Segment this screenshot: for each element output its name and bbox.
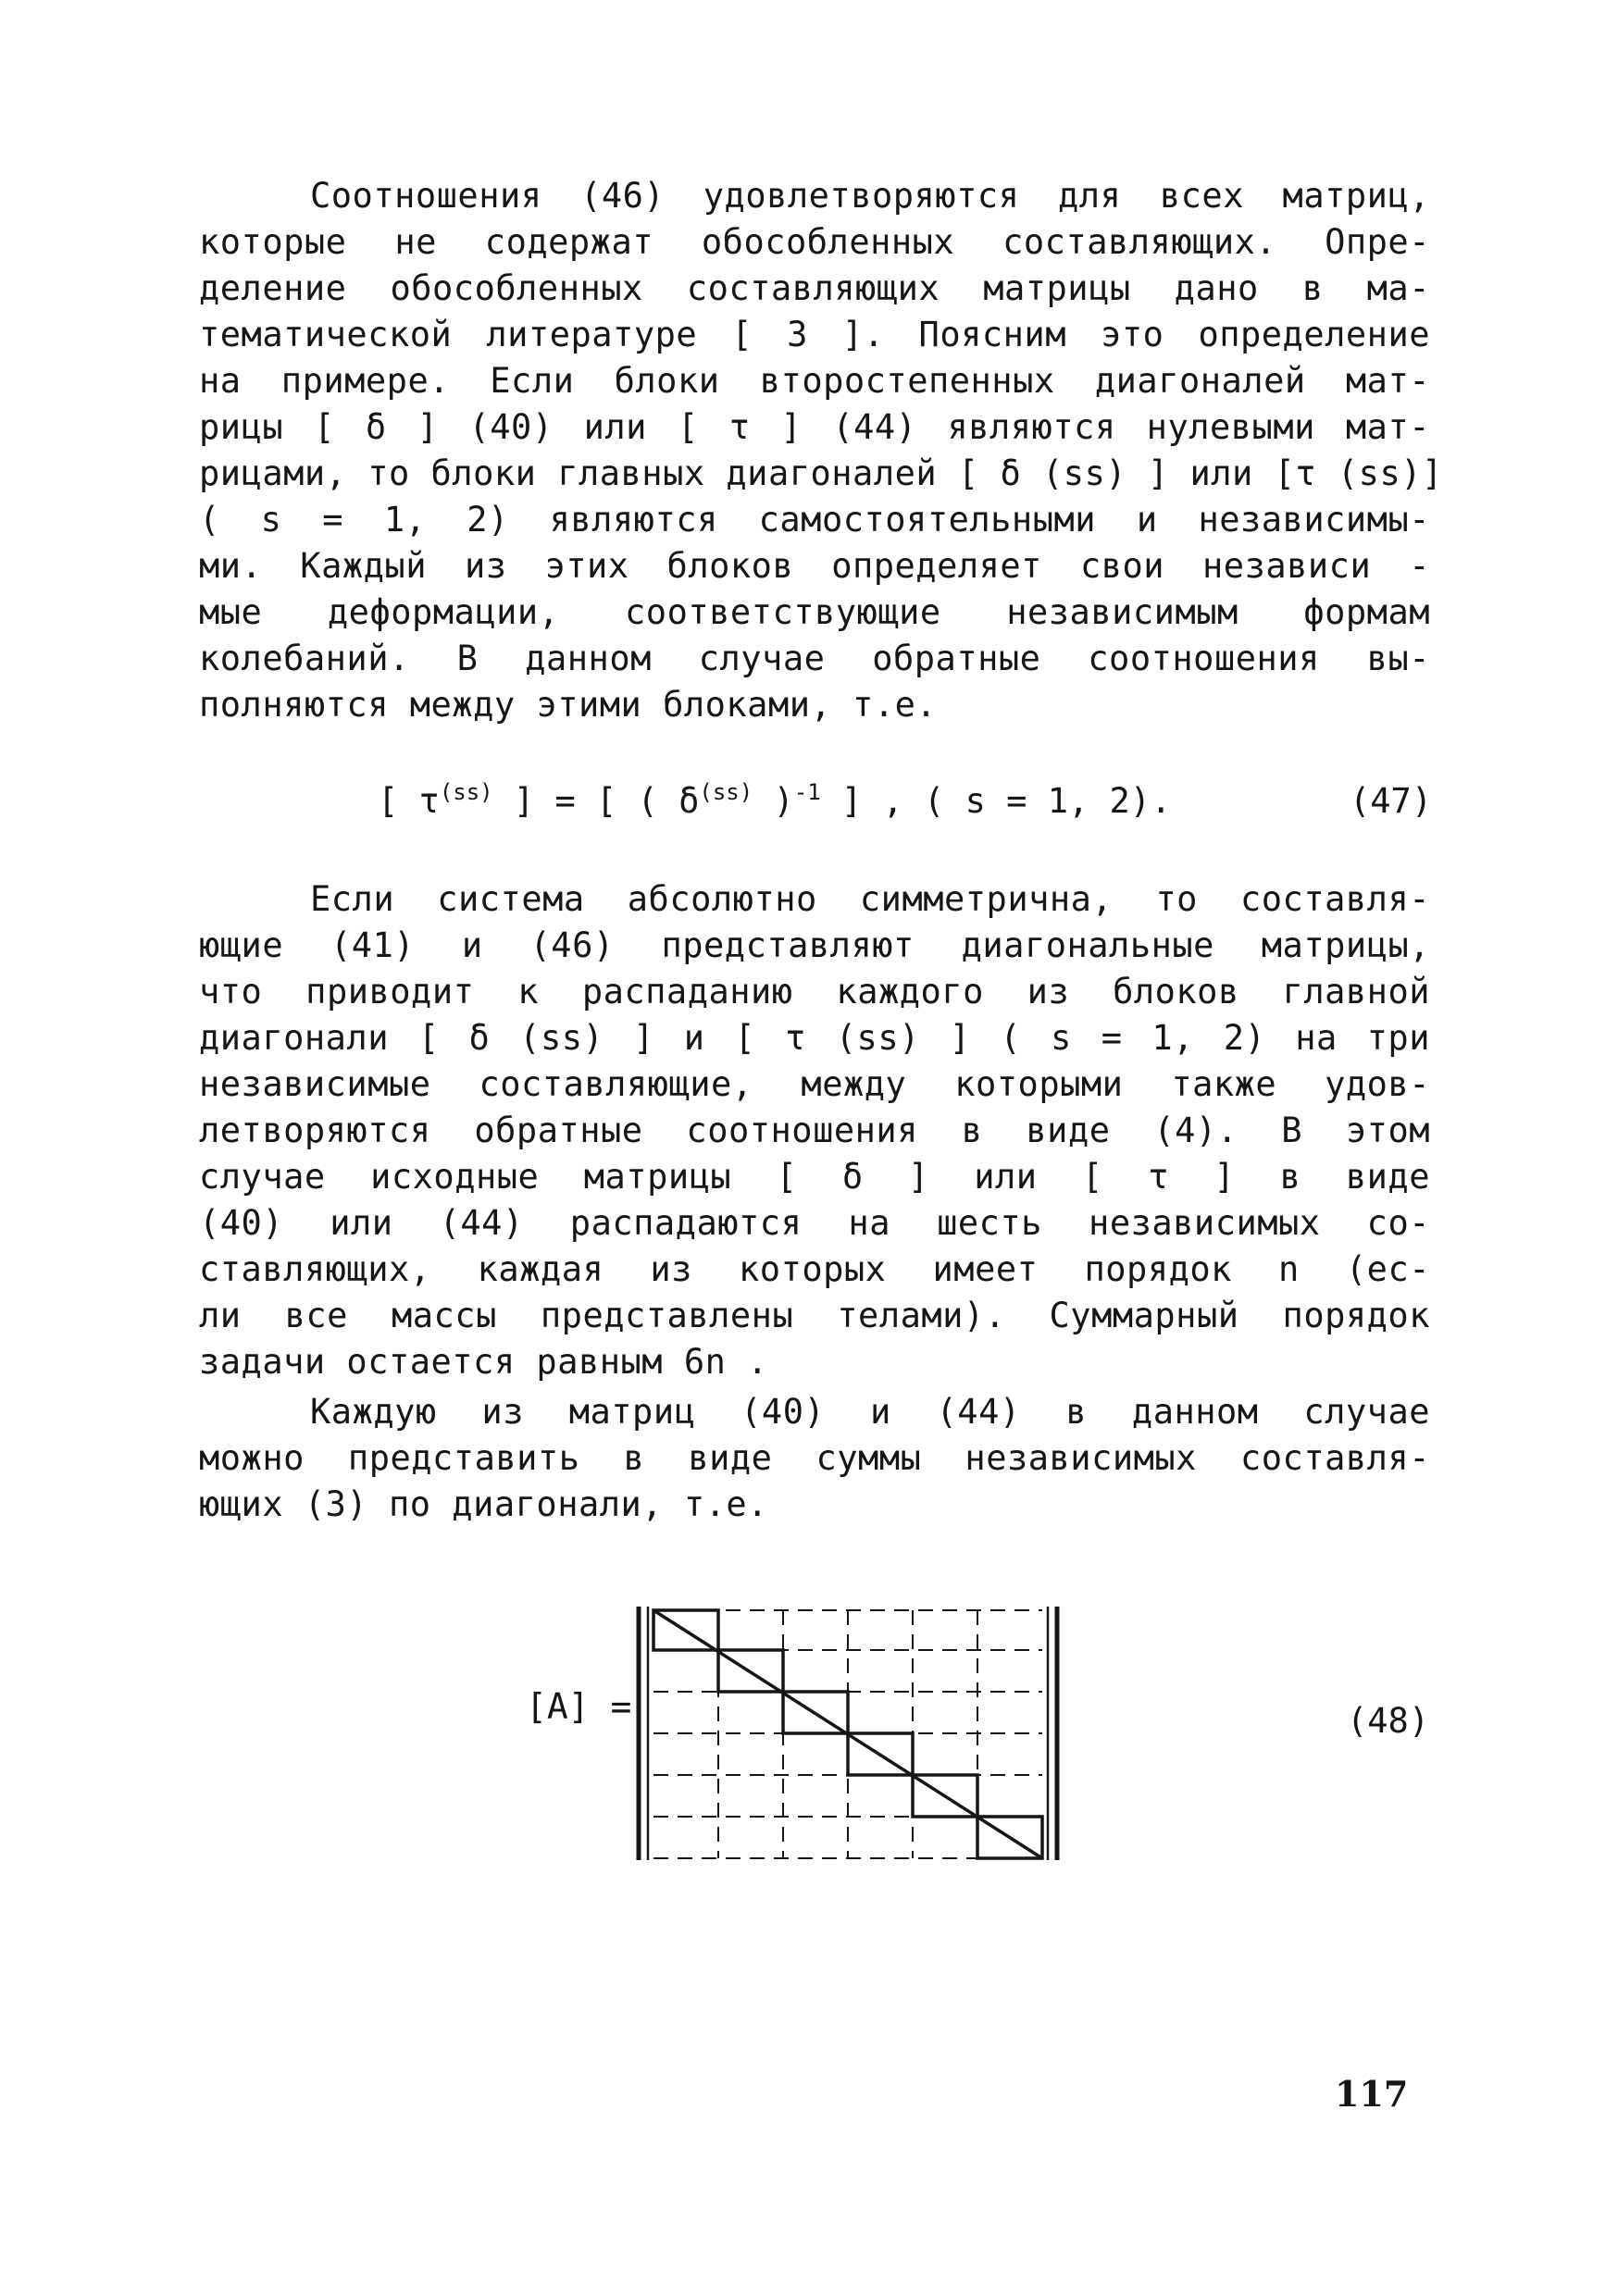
text-line: мые деформации, соответствующие независимым формам (199, 592, 1430, 632)
equation-47-middle-superscript: (ss) (699, 779, 753, 805)
text-line: Соотношения (46) удовлетворяются для всех матриц, (310, 176, 1430, 216)
text-line: ми. Каждый из этих блоков определяет свои независи - (199, 546, 1430, 586)
text-line: можно представить в виде суммы независимых составля- (199, 1438, 1430, 1478)
text-line: полняются между этими блоками, т.е. (199, 685, 938, 725)
text-line: случае исходные матрицы [ δ ] или [ τ ] в виде (199, 1157, 1430, 1197)
text-line: задачи остается равным 6n . (199, 1342, 768, 1382)
text-line: рицами, то блоки главных диагоналей [ δ (ss) ] или [τ (ss)] (199, 453, 1443, 493)
text-line: (40) или (44) распадаются на шесть независимых со- (199, 1203, 1430, 1243)
text-line: Если система абсолютно симметрична, то составля- (310, 879, 1430, 919)
equation-47 (378, 779, 1171, 824)
text-line: что приводит к распаданию каждого из блоков главной (199, 972, 1430, 1011)
text-line: ли все массы представлены телами). Суммарный порядок (199, 1296, 1430, 1335)
text-line: деление обособленных составляющих матрицы дано в ма- (199, 268, 1430, 308)
equation-47-close: ) (773, 781, 794, 821)
text-line: рицы [ δ ] (40) или [ τ ] (44) являются нулевыми мат- (199, 407, 1430, 447)
equation-48-number: (48) (1347, 1701, 1430, 1741)
text-line: Каждую из матриц (40) и (44) в данном случае (310, 1392, 1430, 1432)
text-line: тематической литературе [ 3 ]. Поясним это определение (199, 315, 1430, 354)
text-line: ющие (41) и (46) представляют диагональные матрицы, (199, 925, 1430, 965)
text-line: летворяются обратные соотношения в виде (4). В этом (199, 1111, 1430, 1150)
text-line: независимые составляющие, между которыми также удов- (199, 1064, 1430, 1104)
equation-47-number: (47) (1350, 781, 1433, 821)
equation-47-close-superscript: -1 (793, 779, 821, 805)
page-number: 117 (1335, 2073, 1409, 2115)
text-line: которые не содержат обособленных составляющих. Опре- (199, 222, 1430, 262)
equation-47-left: [ τ (378, 781, 440, 821)
equation-47-right: ] , ( s = 1, 2). (840, 781, 1172, 821)
text-line: на примере. Если блоки второстепенных диагоналей мат- (199, 361, 1430, 401)
text-line: колебаний. В данном случае обратные соотношения вы- (199, 639, 1430, 678)
text-line: ставляющих, каждая из которых имеет порядок n (ес- (199, 1249, 1430, 1289)
text-line: ( s = 1, 2) являются самостоятельными и независимы- (199, 500, 1430, 540)
text-line: ющих (3) по диагонали, т.е. (199, 1484, 768, 1524)
equation-47-middle: ] = [ ( δ (513, 781, 700, 821)
text-line: диагонали [ δ (ss) ] и [ τ (ss) ] ( s = 1, 2) на три (199, 1018, 1430, 1058)
equation-47-left-superscript: (ss) (439, 779, 493, 805)
block-diagonal-matrix-figure (629, 1599, 1074, 1868)
matrix-label: [A] = (526, 1686, 632, 1727)
